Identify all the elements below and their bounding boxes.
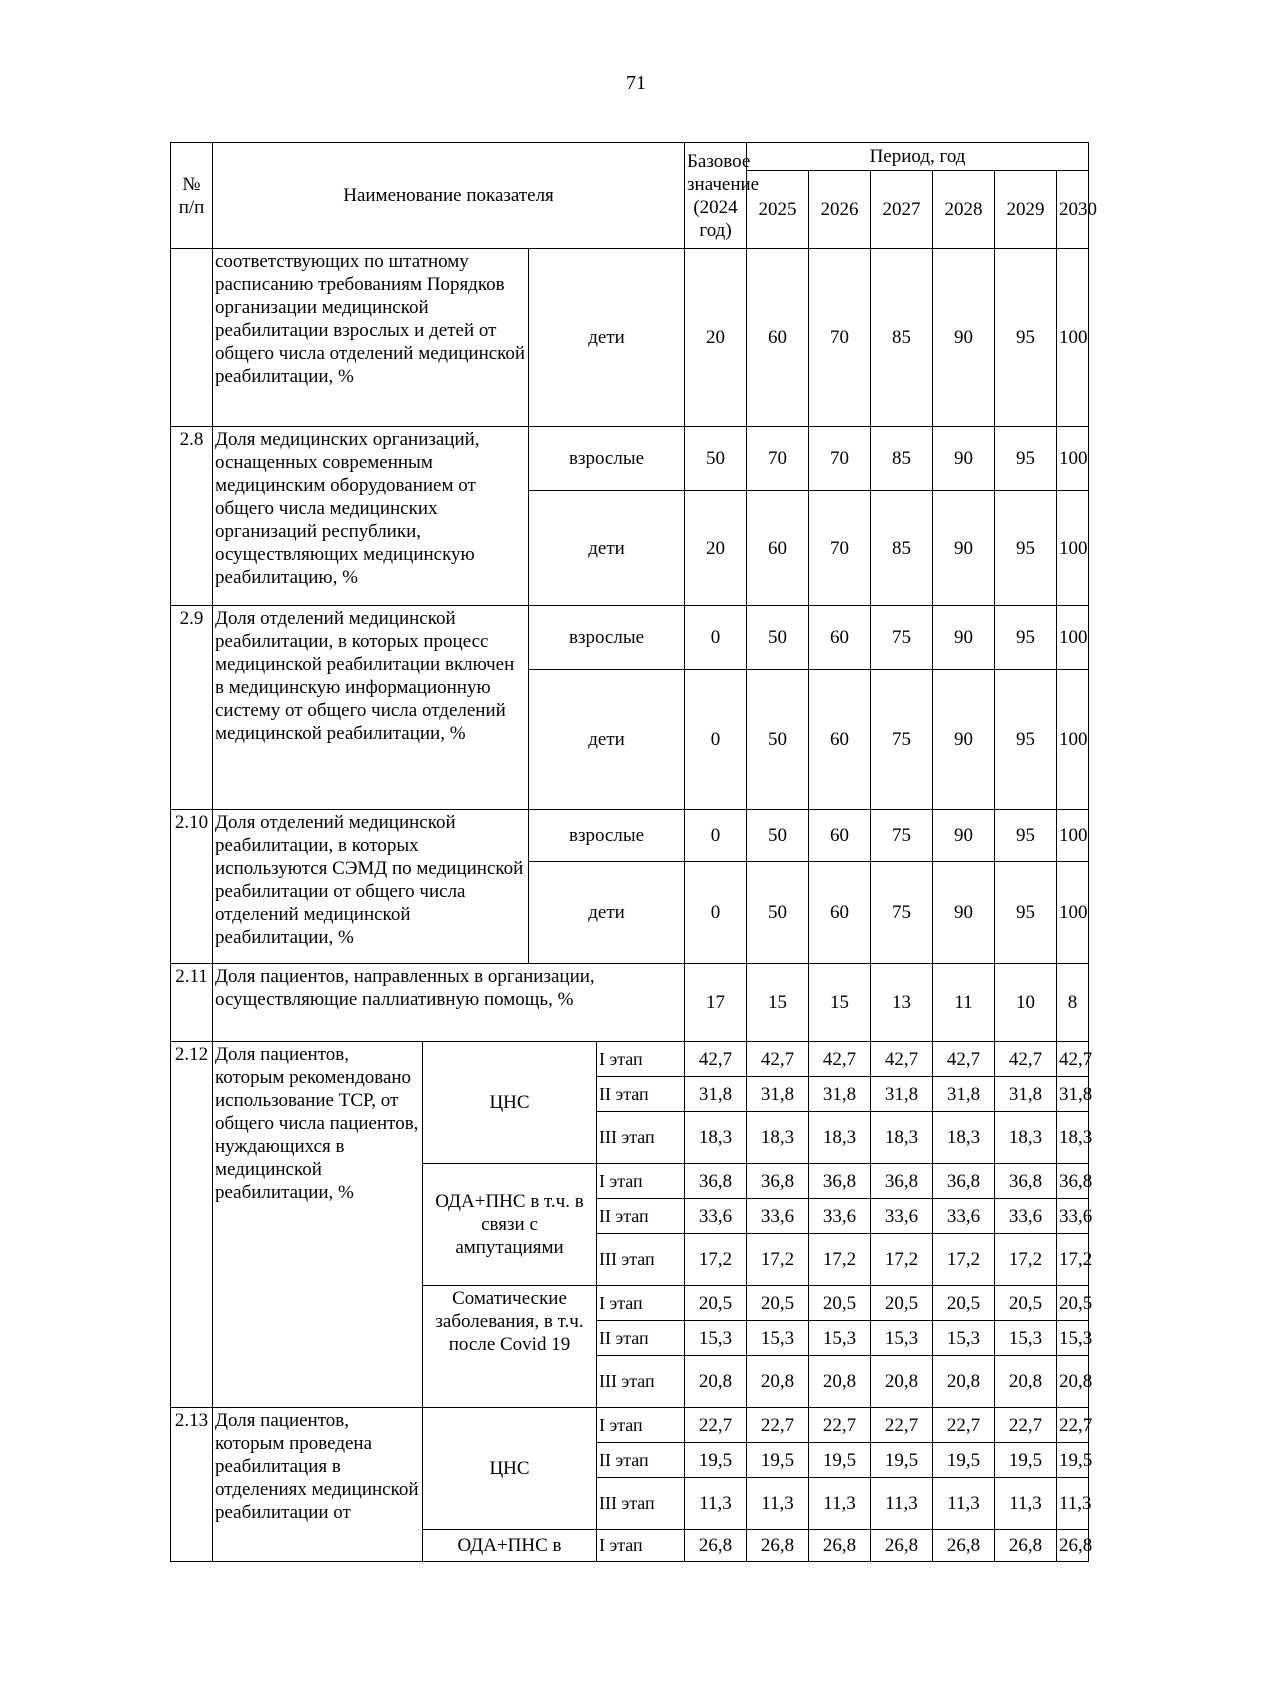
value-cell: 31,8 <box>685 1077 747 1112</box>
stage-label: I этап <box>597 1164 685 1199</box>
value-cell: 50 <box>685 427 747 491</box>
value-cell: 20,5 <box>809 1286 871 1321</box>
value-cell: 20,8 <box>1057 1356 1089 1408</box>
header-year: 2029 <box>995 171 1057 249</box>
value-cell: 19,5 <box>871 1443 933 1478</box>
value-cell: 36,8 <box>871 1164 933 1199</box>
header-num: № п/п <box>171 143 213 249</box>
value-cell: 22,7 <box>809 1408 871 1443</box>
value-cell: 17 <box>685 964 747 1042</box>
value-cell: 11 <box>933 964 995 1042</box>
group-label: дети <box>529 491 685 606</box>
indicator-name: Доля пациентов, которым рекомендовано использование ТСР, от общего числа пациентов, нуждающихся в медицинской реабилитации, % <box>213 1042 423 1408</box>
group-label: дети <box>529 670 685 810</box>
indicator-name: Доля медицинских организаций, оснащенных современным медицинским оборудованием от общего числа медицинских организаций республики, осуществляющих медицинскую реабилитацию, % <box>213 427 529 606</box>
value-cell: 36,8 <box>809 1164 871 1199</box>
value-cell: 60 <box>809 670 871 810</box>
indicators-table <box>170 142 1098 1562</box>
value-cell: 26,8 <box>995 1530 1057 1562</box>
value-cell: 42,7 <box>871 1042 933 1077</box>
value-cell: 31,8 <box>1057 1077 1089 1112</box>
stage-label: I этап <box>597 1042 685 1077</box>
value-cell: 22,7 <box>871 1408 933 1443</box>
stage-label: I этап <box>597 1408 685 1443</box>
value-cell: 95 <box>995 427 1057 491</box>
value-cell: 0 <box>685 862 747 964</box>
value-cell: 20,8 <box>747 1356 809 1408</box>
value-cell: 17,2 <box>933 1234 995 1286</box>
table-row <box>171 810 1089 862</box>
value-cell: 20 <box>685 491 747 606</box>
value-cell: 11,3 <box>995 1478 1057 1530</box>
value-cell: 60 <box>809 862 871 964</box>
value-cell: 19,5 <box>747 1443 809 1478</box>
indicator-name: Доля пациентов, которым проведена реабилитация в отделениях медицинской реабилитации от <box>213 1408 423 1562</box>
subgroup-label: ОДА+ПНС в <box>423 1530 597 1562</box>
row-num: 2.11 <box>171 964 213 1042</box>
value-cell: 42,7 <box>747 1042 809 1077</box>
value-cell: 31,8 <box>995 1077 1057 1112</box>
group-label: дети <box>529 249 685 427</box>
value-cell: 18,3 <box>933 1112 995 1164</box>
value-cell: 70 <box>809 249 871 427</box>
value-cell: 13 <box>871 964 933 1042</box>
value-cell: 15,3 <box>1057 1321 1089 1356</box>
indicator-name: Доля пациентов, направленных в организации, осуществляющие паллиативную помощь, % <box>213 964 685 1042</box>
row-num: 2.9 <box>171 606 213 810</box>
value-cell: 20,5 <box>685 1286 747 1321</box>
value-cell: 18,3 <box>747 1112 809 1164</box>
row-num: 2.8 <box>171 427 213 606</box>
value-cell: 18,3 <box>685 1112 747 1164</box>
value-cell: 18,3 <box>995 1112 1057 1164</box>
value-cell: 95 <box>995 491 1057 606</box>
value-cell: 31,8 <box>933 1077 995 1112</box>
group-label: взрослые <box>529 427 685 491</box>
value-cell: 20,8 <box>809 1356 871 1408</box>
value-cell: 17,2 <box>747 1234 809 1286</box>
group-label: взрослые <box>529 810 685 862</box>
value-cell: 26,8 <box>685 1530 747 1562</box>
value-cell: 50 <box>747 606 809 670</box>
value-cell: 42,7 <box>685 1042 747 1077</box>
value-cell: 31,8 <box>809 1077 871 1112</box>
value-cell: 26,8 <box>809 1530 871 1562</box>
stage-label: III этап <box>597 1234 685 1286</box>
value-cell: 100 <box>1057 670 1089 810</box>
value-cell: 33,6 <box>933 1199 995 1234</box>
value-cell: 17,2 <box>995 1234 1057 1286</box>
value-cell: 50 <box>747 810 809 862</box>
value-cell: 20,5 <box>933 1286 995 1321</box>
value-cell: 60 <box>809 606 871 670</box>
value-cell: 20,5 <box>995 1286 1057 1321</box>
indicator-name: соответствующих по штатному расписанию требованиям Порядков организации медицинской реабилитации взрослых и детей от общего числа отделений медицинской реабилитации, % <box>213 249 529 427</box>
value-cell: 11,3 <box>685 1478 747 1530</box>
indicator-name: Доля отделений медицинской реабилитации, в которых процесс медицинской реабилитации включен в медицинскую информационную систему от общего числа отделений медицинской реабилитации, % <box>213 606 529 810</box>
header-year: 2030 <box>1057 171 1089 249</box>
value-cell: 20,5 <box>871 1286 933 1321</box>
value-cell: 60 <box>747 249 809 427</box>
table-row <box>171 964 1089 1042</box>
value-cell: 20,5 <box>747 1286 809 1321</box>
value-cell: 70 <box>809 491 871 606</box>
value-cell: 60 <box>809 810 871 862</box>
value-cell: 31,8 <box>747 1077 809 1112</box>
page-number: 71 <box>626 72 646 94</box>
value-cell: 42,7 <box>809 1042 871 1077</box>
value-cell: 0 <box>685 810 747 862</box>
value-cell: 20,8 <box>995 1356 1057 1408</box>
table-row <box>171 1042 1089 1077</box>
value-cell: 33,6 <box>995 1199 1057 1234</box>
value-cell: 22,7 <box>747 1408 809 1443</box>
value-cell: 42,7 <box>933 1042 995 1077</box>
value-cell: 22,7 <box>1057 1408 1089 1443</box>
value-cell: 15,3 <box>933 1321 995 1356</box>
value-cell: 95 <box>995 810 1057 862</box>
value-cell: 26,8 <box>871 1530 933 1562</box>
value-cell: 11,3 <box>747 1478 809 1530</box>
value-cell: 100 <box>1057 249 1089 427</box>
group-label: дети <box>529 862 685 964</box>
value-cell: 90 <box>933 249 995 427</box>
row-num: 2.10 <box>171 810 213 964</box>
value-cell: 11,3 <box>809 1478 871 1530</box>
value-cell: 75 <box>871 862 933 964</box>
value-cell: 15 <box>809 964 871 1042</box>
indicator-name: Доля отделений медицинской реабилитации, в которых используются СЭМД по медицинской реабилитации от общего числа отделений медицинской реабилитации, % <box>213 810 529 964</box>
value-cell: 18,3 <box>871 1112 933 1164</box>
value-cell: 26,8 <box>747 1530 809 1562</box>
stage-label: III этап <box>597 1356 685 1408</box>
value-cell: 19,5 <box>1057 1443 1089 1478</box>
value-cell: 42,7 <box>1057 1042 1089 1077</box>
value-cell: 15 <box>747 964 809 1042</box>
header-year: 2025 <box>747 171 809 249</box>
value-cell: 75 <box>871 670 933 810</box>
value-cell: 17,2 <box>1057 1234 1089 1286</box>
value-cell: 85 <box>871 249 933 427</box>
header-year: 2027 <box>871 171 933 249</box>
value-cell: 17,2 <box>685 1234 747 1286</box>
row-num: 2.12 <box>171 1042 213 1408</box>
value-cell: 95 <box>995 606 1057 670</box>
value-cell: 33,6 <box>871 1199 933 1234</box>
value-cell: 90 <box>933 670 995 810</box>
value-cell: 20,8 <box>933 1356 995 1408</box>
table-row <box>171 249 1089 427</box>
table-row <box>171 427 1089 491</box>
value-cell: 20,8 <box>685 1356 747 1408</box>
value-cell: 22,7 <box>933 1408 995 1443</box>
value-cell: 90 <box>933 606 995 670</box>
value-cell: 36,8 <box>747 1164 809 1199</box>
value-cell: 33,6 <box>747 1199 809 1234</box>
value-cell: 95 <box>995 862 1057 964</box>
value-cell: 17,2 <box>871 1234 933 1286</box>
value-cell: 0 <box>685 670 747 810</box>
value-cell: 70 <box>747 427 809 491</box>
value-cell: 36,8 <box>685 1164 747 1199</box>
value-cell: 15,3 <box>809 1321 871 1356</box>
value-cell: 15,3 <box>685 1321 747 1356</box>
stage-label: III этап <box>597 1478 685 1530</box>
value-cell: 95 <box>995 249 1057 427</box>
value-cell: 31,8 <box>871 1077 933 1112</box>
value-cell: 0 <box>685 606 747 670</box>
value-cell: 19,5 <box>995 1443 1057 1478</box>
value-cell: 15,3 <box>747 1321 809 1356</box>
value-cell: 100 <box>1057 862 1089 964</box>
row-num: 2.13 <box>171 1408 213 1562</box>
header-year: 2028 <box>933 171 995 249</box>
value-cell: 17,2 <box>809 1234 871 1286</box>
value-cell: 90 <box>933 810 995 862</box>
value-cell: 85 <box>871 491 933 606</box>
table-row <box>171 606 1089 670</box>
value-cell: 33,6 <box>809 1199 871 1234</box>
value-cell: 90 <box>933 491 995 606</box>
value-cell: 20 <box>685 249 747 427</box>
value-cell: 19,5 <box>809 1443 871 1478</box>
header-base: Базовое значение (2024 год) <box>685 143 747 249</box>
value-cell: 90 <box>933 862 995 964</box>
value-cell: 100 <box>1057 427 1089 491</box>
value-cell: 33,6 <box>1057 1199 1089 1234</box>
value-cell: 22,7 <box>995 1408 1057 1443</box>
header-period: Период, год <box>747 143 1089 171</box>
value-cell: 20,5 <box>1057 1286 1089 1321</box>
subgroup-label: Соматические заболевания, в т.ч. после Covid 19 <box>423 1286 597 1408</box>
value-cell: 100 <box>1057 810 1089 862</box>
stage-label: II этап <box>597 1321 685 1356</box>
value-cell: 26,8 <box>933 1530 995 1562</box>
value-cell: 100 <box>1057 491 1089 606</box>
value-cell: 70 <box>809 427 871 491</box>
subgroup-label: ОДА+ПНС в т.ч. в связи с ампутациями <box>423 1164 597 1286</box>
value-cell: 95 <box>995 670 1057 810</box>
value-cell: 11,3 <box>1057 1478 1089 1530</box>
stage-label: I этап <box>597 1286 685 1321</box>
header-name: Наименование показателя <box>213 143 685 249</box>
value-cell: 36,8 <box>995 1164 1057 1199</box>
value-cell: 11,3 <box>933 1478 995 1530</box>
value-cell: 15,3 <box>995 1321 1057 1356</box>
stage-label: I этап <box>597 1530 685 1562</box>
stage-label: II этап <box>597 1199 685 1234</box>
value-cell: 19,5 <box>685 1443 747 1478</box>
table-row <box>171 1408 1089 1443</box>
value-cell: 10 <box>995 964 1057 1042</box>
stage-label: II этап <box>597 1443 685 1478</box>
value-cell: 26,8 <box>1057 1530 1089 1562</box>
value-cell: 90 <box>933 427 995 491</box>
subgroup-label: ЦНС <box>423 1408 597 1530</box>
value-cell: 50 <box>747 670 809 810</box>
value-cell: 8 <box>1057 964 1089 1042</box>
value-cell: 19,5 <box>933 1443 995 1478</box>
value-cell: 75 <box>871 606 933 670</box>
value-cell: 36,8 <box>933 1164 995 1199</box>
stage-label: II этап <box>597 1077 685 1112</box>
value-cell: 36,8 <box>1057 1164 1089 1199</box>
value-cell: 50 <box>747 862 809 964</box>
value-cell: 100 <box>1057 606 1089 670</box>
value-cell: 11,3 <box>871 1478 933 1530</box>
value-cell: 33,6 <box>685 1199 747 1234</box>
stage-label: III этап <box>597 1112 685 1164</box>
header-year: 2026 <box>809 171 871 249</box>
value-cell: 15,3 <box>871 1321 933 1356</box>
value-cell: 85 <box>871 427 933 491</box>
row-num <box>171 249 213 427</box>
value-cell: 42,7 <box>995 1042 1057 1077</box>
value-cell: 22,7 <box>685 1408 747 1443</box>
group-label: взрослые <box>529 606 685 670</box>
value-cell: 75 <box>871 810 933 862</box>
value-cell: 60 <box>747 491 809 606</box>
value-cell: 18,3 <box>809 1112 871 1164</box>
subgroup-label: ЦНС <box>423 1042 597 1164</box>
value-cell: 20,8 <box>871 1356 933 1408</box>
value-cell: 18,3 <box>1057 1112 1089 1164</box>
